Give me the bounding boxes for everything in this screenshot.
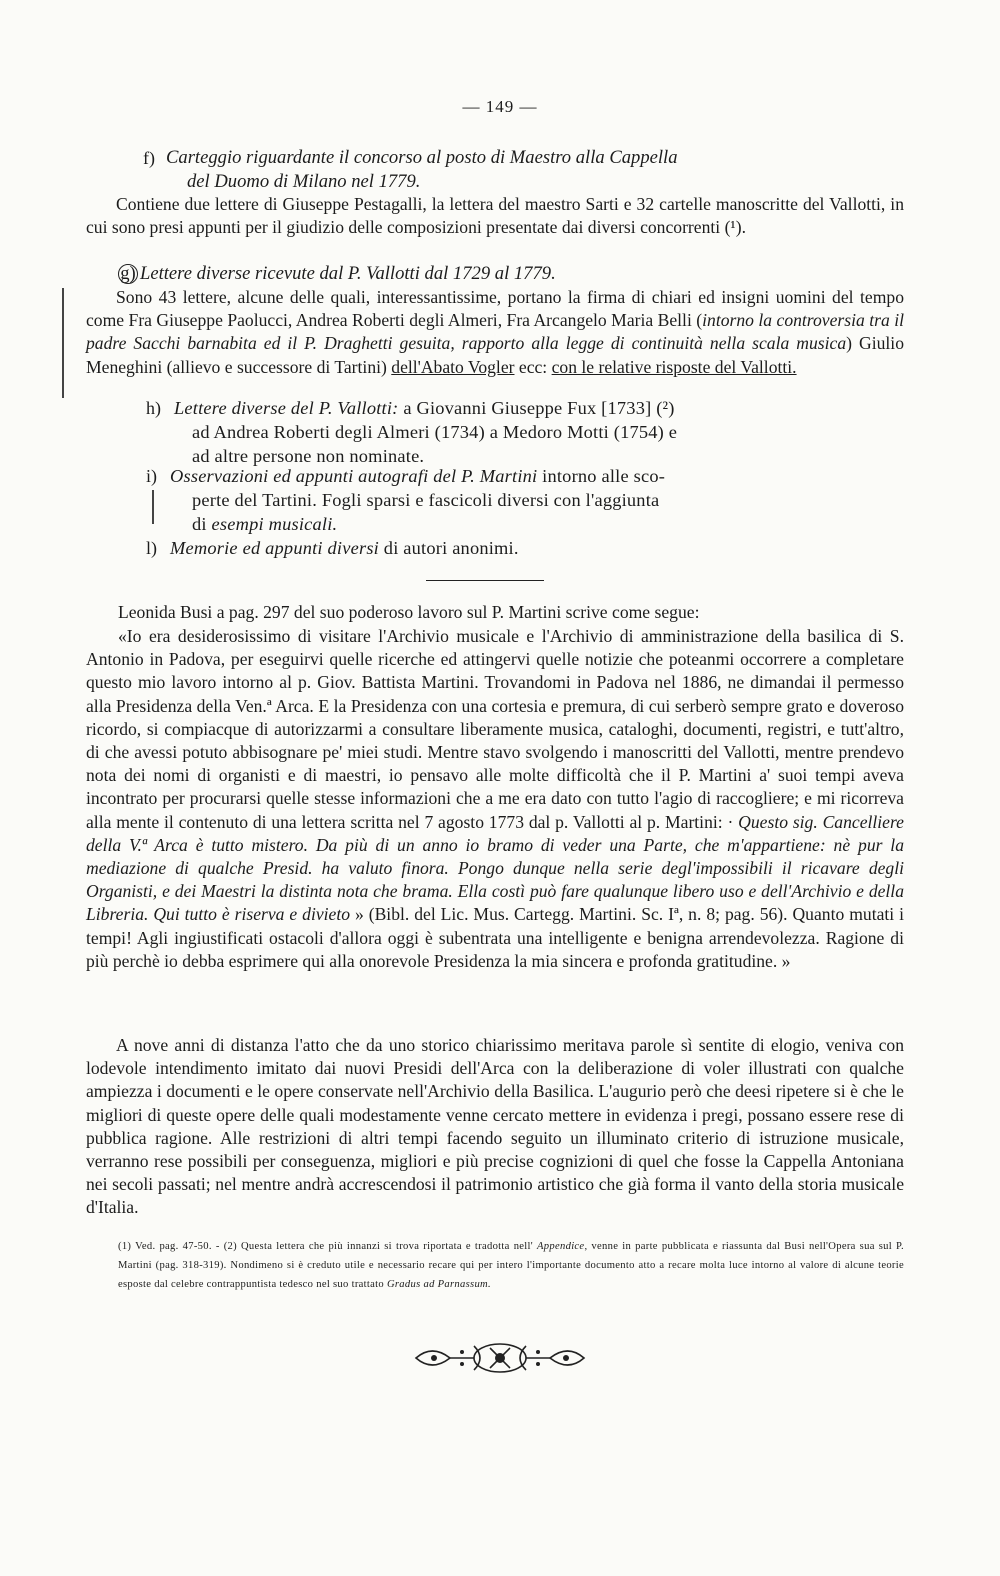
item-f-label: f) <box>143 148 155 168</box>
item-h-line2: ad Andrea Roberti degli Almeri (1734) a Medoro Motti (1754) e <box>192 422 678 442</box>
item-l-line: Memorie ed appunti diversi di autori anonimi. <box>170 538 519 558</box>
item-g-heading <box>118 262 556 285</box>
item-l-label: l) <box>146 538 157 558</box>
closing-paragraph: A nove anni di distanza l'atto che da uno storico chiarissimo meritava parole sì sentite di elogio, veniva con lodevole intendimento imitato dai nuovi Presidi dell'Arca con la deliberazione di voler illustrati con qualche ampiezza i documenti e le opere conservate nell'Archivio della Basilica. L'augurio però che deesi ripetere si è che le migliori di queste opere delle quali modestamente venne cercato mettere in evidenza i pregi, possano essere rese di pubblica ragione. Alle restrizioni di altri tempi facendo seguito un illuminato criterio di istruzione musicale, verranno rese possibili per conseguenza, migliori e più precise cognizioni di quel che fosse la Cappella Antoniana nei secoli passati; nel mentre andrà accrescendosi il patrimonio artistico che già forma il vanto della storia musicale d'Italia. <box>86 1035 904 1218</box>
busi-quote: «Io era desiderosissimo di visitare l'Archivio musicale e l'Archivio di amministrazione della basilica di S. Antonio in Padova, per eseguirvi quelle ricerche ed attingervi quelle notizie che poteanmi occorrere a completare questo mio lavoro intorno al p. Giov. Battista Martini. Trovandomi in Padova nel 1886, ne dimandai il permesso alla Presidenza della Ven.ª Arca. E la Presidenza con una cortesia e premura, di cui serberò sempre grato e doveroso ricordo, si compiacque di autorizzarmi a consultare liberamente musica, cataloghi, documenti, registri, e tutt'altro, di che avessi potuto abbisognare pe' miei studi. Mentre stavo svolgendo i manoscritti del Vallotti, mentre prendevo nota dei nomi di organisti e di maestri, io pensavo alle molte difficoltà che il P. Martini a' suoi tempi aveva incontrato per procurarsi quelle stesse informazioni che a me era dato con tutto l'agio di raccogliere; e mi ricorreva alla mente il contenuto di una lettera scritta nel 7 agosto 1773 dal p. Vallotti al p. Martini: · Questo sig. Cancelliere della V.ª Arca è tutto mistero. Da più di un anno io bramo di veder una Parte, che m'appartiene: nè pur la mediazione di qualche Presid. ha valuto finora. Pongo dunque nella serie degl'impossibili il ricavare degli Organisti, e dei Maestri la distinta nota che brama. Ella costì può fare qualunque libero uso e dell'Archivio e della Libreria. Qui tutto è riserva e divieto » (Bibl. del Lic. Mus. Cartegg. Martini. Sc. Iª, n. 8; pag. 56). Quanto mutati i tempi! Agli ingiustificati ostacoli d'allora oggi è subentrata una intelligente e benigna arrendevolezza. Ragione di più perchè io debba esprimere qui alla onorevole Presidenza la mia sincera e profonda gratitudine. » <box>86 626 904 971</box>
item-h-line1: Lettere diverse del P. Vallotti: a Giovanni Giuseppe Fux [1733] (²) <box>174 398 675 418</box>
margin-mark <box>62 288 64 398</box>
item-g-body: Sono 43 lettere, alcune delle quali, interessantissime, portano la firma di chiari ed insigni uomini del tempo come Fra Giuseppe Paolucci, Andrea Roberti degli Almeri, Fra Arcangelo Maria Belli (intorno la controversia tra il padre Sacchi barnabita ed il P. Draghetti gesuita, rapporto alla legge di continuità nella scala musica) Giulio Meneghini (allievo e successore di Tartini) dell'Abato Vogler ecc: con le relative risposte del Vallotti. <box>86 287 904 377</box>
item-f-title-line1: Carteggio riguardante il concorso al posto di Maestro alla Cappella <box>166 147 678 168</box>
item-i-label: i) <box>146 466 157 486</box>
item-h-label: h) <box>146 398 161 418</box>
item-g-title: Lettere diverse ricevute dal P. Vallotti dal 1729 al 1779. <box>140 263 556 284</box>
section-divider <box>426 580 544 581</box>
item-f-body: Contiene due lettere di Giuseppe Pestagalli, la lettera del maestro Sarti e 32 cartelle manoscritte del Vallotti, in cui sono presi appunti per il giudizio delle composizioni presentate dai diversi concorrenti (¹). <box>86 194 904 238</box>
ornament-icon <box>410 1338 590 1378</box>
item-i-line1: Osservazioni ed appunti autografi del P. Martini intorno alle sco- <box>170 466 666 486</box>
item-g-label: g) <box>118 264 138 284</box>
page-number: — 149 — <box>462 97 538 116</box>
footnotes: (1) Ved. pag. 47-50. - (2) Questa lettera che più innanzi si trova riportata e tradotta nell' Appendice, venne in parte pubblicata e riassunta dal Busi nell'Opera sua sul P. Martini (pag. 318-319). Nondimeno si è creduto utile e necessario recare qui per intero l'importante documento atto a recare molta luce intorno al valore di alcune teorie esposte dal celebre contrappuntista tedesco nel suo trattato Gradus ad Parnassum. <box>118 1241 905 1290</box>
busi-intro: Leonida Busi a pag. 297 del suo poderoso lavoro sul P. Martini scrive come segue: <box>118 602 700 622</box>
item-i-line2: perte del Tartini. Fogli sparsi e fascicoli diversi con l'aggiunta <box>192 490 660 510</box>
item-f-title-line2: del Duomo di Milano nel 1779. <box>187 171 421 192</box>
item-h-line3: ad altre persone non nominate. <box>192 446 425 466</box>
item-i-line3: di esempi musicali. <box>192 514 338 534</box>
margin-mark-i <box>152 490 154 524</box>
